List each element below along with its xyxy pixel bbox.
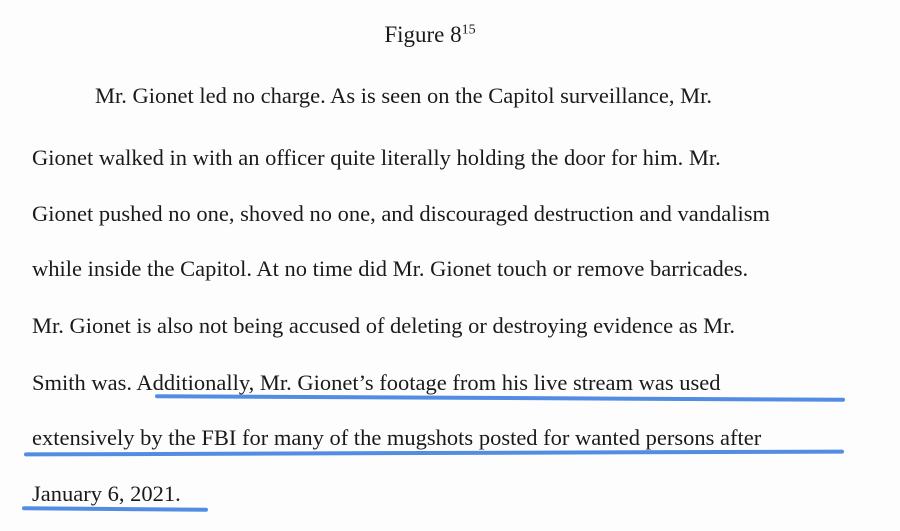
body-text-line: January 6, 2021. — [32, 481, 181, 506]
figure-caption-text: Figure 8 — [384, 22, 462, 47]
highlight-underline — [155, 394, 845, 402]
body-text-line: Smith was. Additionally, Mr. Gionet’s footage from his live stream was used — [32, 370, 721, 395]
body-text-line: Gionet pushed no one, shoved no one, and discouraged destruction and vandalism — [32, 201, 770, 226]
body-text-line: Mr. Gionet led no charge. As is seen on the Capitol surveillance, Mr. — [95, 83, 712, 108]
body-text-line: while inside the Capitol. At no time did Mr. Gionet touch or remove barricades. — [32, 256, 749, 281]
body-text-line: Mr. Gionet is also not being accused of deleting or destroying evidence as Mr. — [32, 313, 735, 338]
figure-caption — [0, 22, 860, 48]
body-text-line: Gionet walked in with an officer quite literally holding the door for him. Mr. — [32, 145, 721, 170]
body-text-line: extensively by the FBI for many of the mugshots posted for wanted persons after — [32, 425, 762, 450]
footnote-reference: 15 — [461, 22, 476, 38]
highlight-underline — [22, 506, 208, 512]
